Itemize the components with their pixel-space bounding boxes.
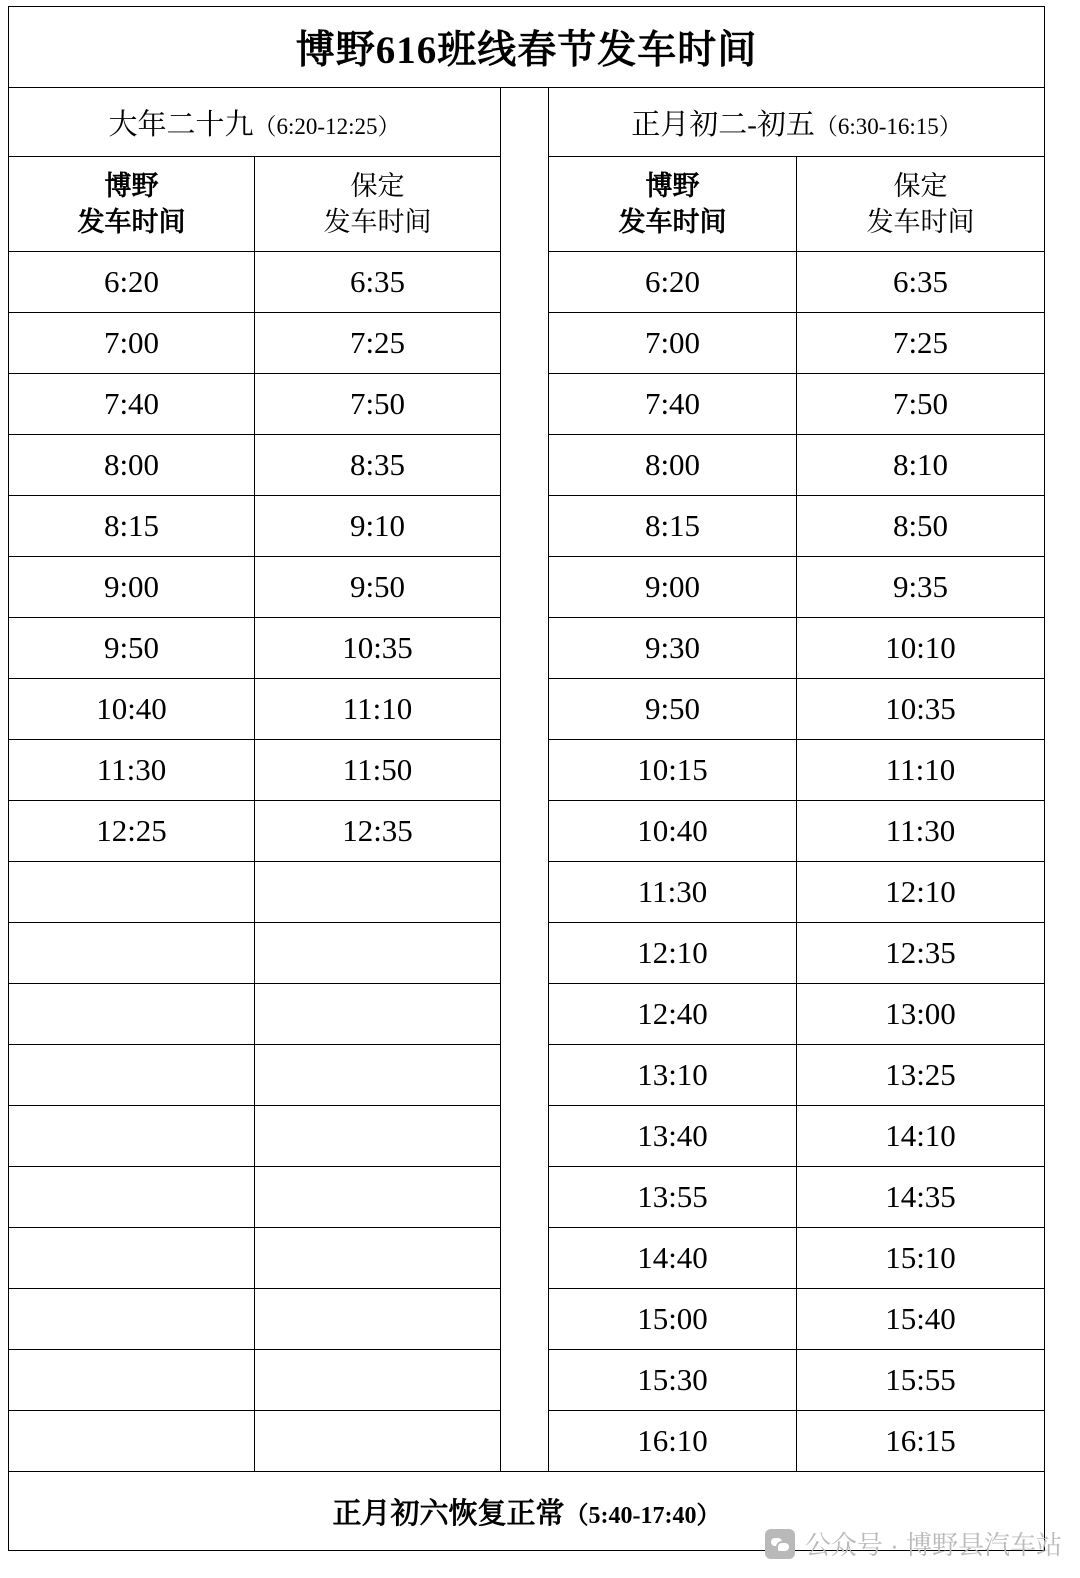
cell-left-boye <box>9 1228 255 1289</box>
cell-right-baoding: 15:55 <box>797 1350 1045 1411</box>
column-gap <box>501 923 549 984</box>
table-row <box>9 1350 1045 1411</box>
right-period-header <box>549 88 1045 157</box>
cell-left-boye: 11:30 <box>9 740 255 801</box>
cell-left-boye <box>9 984 255 1045</box>
column-gap <box>501 557 549 618</box>
cell-right-baoding: 8:10 <box>797 435 1045 496</box>
header-left-baoding-line1: 保定 <box>350 170 405 201</box>
table-row <box>9 1228 1045 1289</box>
cell-right-boye: 12:40 <box>549 984 797 1045</box>
table-row <box>9 618 1045 679</box>
cell-right-baoding: 13:00 <box>797 984 1045 1045</box>
cell-left-baoding <box>255 1045 501 1106</box>
schedule-body <box>9 7 1045 1551</box>
title-row <box>9 7 1045 88</box>
cell-right-boye: 16:10 <box>549 1411 797 1472</box>
table-row <box>9 740 1045 801</box>
column-gap <box>501 157 549 252</box>
column-gap <box>501 1106 549 1167</box>
cell-left-baoding <box>255 1167 501 1228</box>
header-left-depart-boye <box>9 157 255 252</box>
cell-left-baoding <box>255 984 501 1045</box>
header-right-boye-line2: 发车时间 <box>618 207 727 237</box>
cell-right-baoding: 15:40 <box>797 1289 1045 1350</box>
cell-left-boye <box>9 1350 255 1411</box>
table-row <box>9 984 1045 1045</box>
column-gap <box>501 496 549 557</box>
cell-left-baoding: 6:35 <box>255 252 501 313</box>
cell-left-baoding: 11:10 <box>255 679 501 740</box>
cell-left-boye: 6:20 <box>9 252 255 313</box>
period-row <box>9 88 1045 157</box>
column-gap <box>501 1045 549 1106</box>
table-row <box>9 1289 1045 1350</box>
left-period-header <box>9 88 501 157</box>
cell-left-boye <box>9 1106 255 1167</box>
column-gap <box>501 984 549 1045</box>
column-gap <box>501 862 549 923</box>
cell-right-boye: 9:00 <box>549 557 797 618</box>
table-row <box>9 374 1045 435</box>
cell-right-baoding: 12:10 <box>797 862 1045 923</box>
header-left-depart-baoding <box>255 157 501 252</box>
table-row <box>9 557 1045 618</box>
cell-left-baoding <box>255 1350 501 1411</box>
column-gap <box>501 435 549 496</box>
cell-left-boye <box>9 1045 255 1106</box>
cell-right-baoding: 16:15 <box>797 1411 1045 1472</box>
cell-right-boye: 10:15 <box>549 740 797 801</box>
cell-right-baoding: 14:10 <box>797 1106 1045 1167</box>
cell-right-boye: 14:40 <box>549 1228 797 1289</box>
cell-left-boye <box>9 1411 255 1472</box>
watermark <box>765 1525 1062 1562</box>
cell-right-boye: 12:10 <box>549 923 797 984</box>
left-period-label: 大年二十九 <box>108 108 254 141</box>
cell-left-boye: 7:00 <box>9 313 255 374</box>
cell-left-boye: 10:40 <box>9 679 255 740</box>
cell-right-boye: 9:30 <box>549 618 797 679</box>
table-row <box>9 801 1045 862</box>
cell-right-baoding: 7:25 <box>797 313 1045 374</box>
cell-left-baoding <box>255 1289 501 1350</box>
table-row <box>9 1106 1045 1167</box>
cell-left-baoding: 7:25 <box>255 313 501 374</box>
cell-right-boye: 6:20 <box>549 252 797 313</box>
table-row <box>9 862 1045 923</box>
table-row <box>9 679 1045 740</box>
schedule-sheet <box>0 6 1080 1578</box>
cell-left-baoding: 9:10 <box>255 496 501 557</box>
cell-left-baoding <box>255 923 501 984</box>
cell-left-baoding: 10:35 <box>255 618 501 679</box>
cell-right-baoding: 8:50 <box>797 496 1045 557</box>
cell-right-baoding: 11:30 <box>797 801 1045 862</box>
cell-right-boye: 13:40 <box>549 1106 797 1167</box>
table-row <box>9 435 1045 496</box>
cell-right-boye: 7:00 <box>549 313 797 374</box>
column-gap <box>501 1289 549 1350</box>
wechat-icon <box>765 1529 795 1559</box>
header-left-boye-line1: 博野 <box>104 170 159 201</box>
table-row <box>9 252 1045 313</box>
right-period-range: （6:30-16:15） <box>814 113 962 139</box>
header-left-boye-line2: 发车时间 <box>77 207 186 237</box>
cell-left-boye: 8:15 <box>9 496 255 557</box>
column-gap <box>501 1350 549 1411</box>
table-row <box>9 1045 1045 1106</box>
cell-left-boye: 8:00 <box>9 435 255 496</box>
column-gap <box>501 313 549 374</box>
cell-right-baoding: 9:35 <box>797 557 1045 618</box>
cell-right-boye: 9:50 <box>549 679 797 740</box>
cell-left-baoding <box>255 1228 501 1289</box>
cell-right-boye: 13:55 <box>549 1167 797 1228</box>
column-gap <box>501 679 549 740</box>
cell-left-baoding <box>255 1411 501 1472</box>
cell-left-boye: 12:25 <box>9 801 255 862</box>
cell-right-boye: 8:15 <box>549 496 797 557</box>
footer-note-text: 正月初六恢复正常 <box>332 1497 565 1530</box>
cell-right-baoding: 13:25 <box>797 1045 1045 1106</box>
column-gap <box>501 1167 549 1228</box>
page-title: 博野616班线春节发车时间 <box>9 7 1045 88</box>
footer-note-range: （5:40-17:40） <box>564 1502 721 1529</box>
schedule-table <box>8 6 1045 1551</box>
column-gap <box>501 618 549 679</box>
cell-left-boye <box>9 1289 255 1350</box>
header-right-depart-baoding <box>797 157 1045 252</box>
cell-left-baoding <box>255 862 501 923</box>
cell-left-boye: 7:40 <box>9 374 255 435</box>
cell-right-boye: 15:00 <box>549 1289 797 1350</box>
cell-right-boye: 13:10 <box>549 1045 797 1106</box>
column-gap <box>501 88 549 157</box>
cell-right-boye: 15:30 <box>549 1350 797 1411</box>
table-row <box>9 313 1045 374</box>
cell-right-baoding: 12:35 <box>797 923 1045 984</box>
column-gap <box>501 1228 549 1289</box>
table-row <box>9 1167 1045 1228</box>
cell-left-baoding: 12:35 <box>255 801 501 862</box>
cell-left-boye: 9:50 <box>9 618 255 679</box>
column-header-row <box>9 157 1045 252</box>
cell-left-baoding: 9:50 <box>255 557 501 618</box>
header-right-baoding-line1: 保定 <box>893 170 948 201</box>
cell-right-baoding: 6:35 <box>797 252 1045 313</box>
table-row <box>9 923 1045 984</box>
table-row <box>9 1411 1045 1472</box>
cell-left-boye <box>9 1167 255 1228</box>
cell-right-boye: 10:40 <box>549 801 797 862</box>
cell-right-baoding: 11:10 <box>797 740 1045 801</box>
header-right-boye-line1: 博野 <box>645 170 700 201</box>
cell-right-baoding: 10:10 <box>797 618 1045 679</box>
header-left-baoding-line2: 发车时间 <box>323 207 432 237</box>
column-gap <box>501 740 549 801</box>
header-right-baoding-line2: 发车时间 <box>866 207 975 237</box>
cell-left-boye <box>9 923 255 984</box>
cell-right-boye: 11:30 <box>549 862 797 923</box>
cell-right-boye: 7:40 <box>549 374 797 435</box>
column-gap <box>501 374 549 435</box>
cell-right-baoding: 7:50 <box>797 374 1045 435</box>
column-gap <box>501 1411 549 1472</box>
cell-left-boye <box>9 862 255 923</box>
column-gap <box>501 801 549 862</box>
cell-left-baoding: 8:35 <box>255 435 501 496</box>
cell-left-baoding <box>255 1106 501 1167</box>
cell-left-baoding: 7:50 <box>255 374 501 435</box>
cell-right-boye: 8:00 <box>549 435 797 496</box>
watermark-text: 公众号 · 博野县汽车站 <box>804 1530 1062 1560</box>
table-row <box>9 496 1045 557</box>
cell-left-boye: 9:00 <box>9 557 255 618</box>
cell-right-baoding: 15:10 <box>797 1228 1045 1289</box>
header-right-depart-boye <box>549 157 797 252</box>
left-period-range: （6:20-12:25） <box>253 113 401 139</box>
column-gap <box>501 252 549 313</box>
cell-right-baoding: 14:35 <box>797 1167 1045 1228</box>
right-period-label: 正月初二-初五 <box>631 108 815 141</box>
cell-left-baoding: 11:50 <box>255 740 501 801</box>
cell-right-baoding: 10:35 <box>797 679 1045 740</box>
